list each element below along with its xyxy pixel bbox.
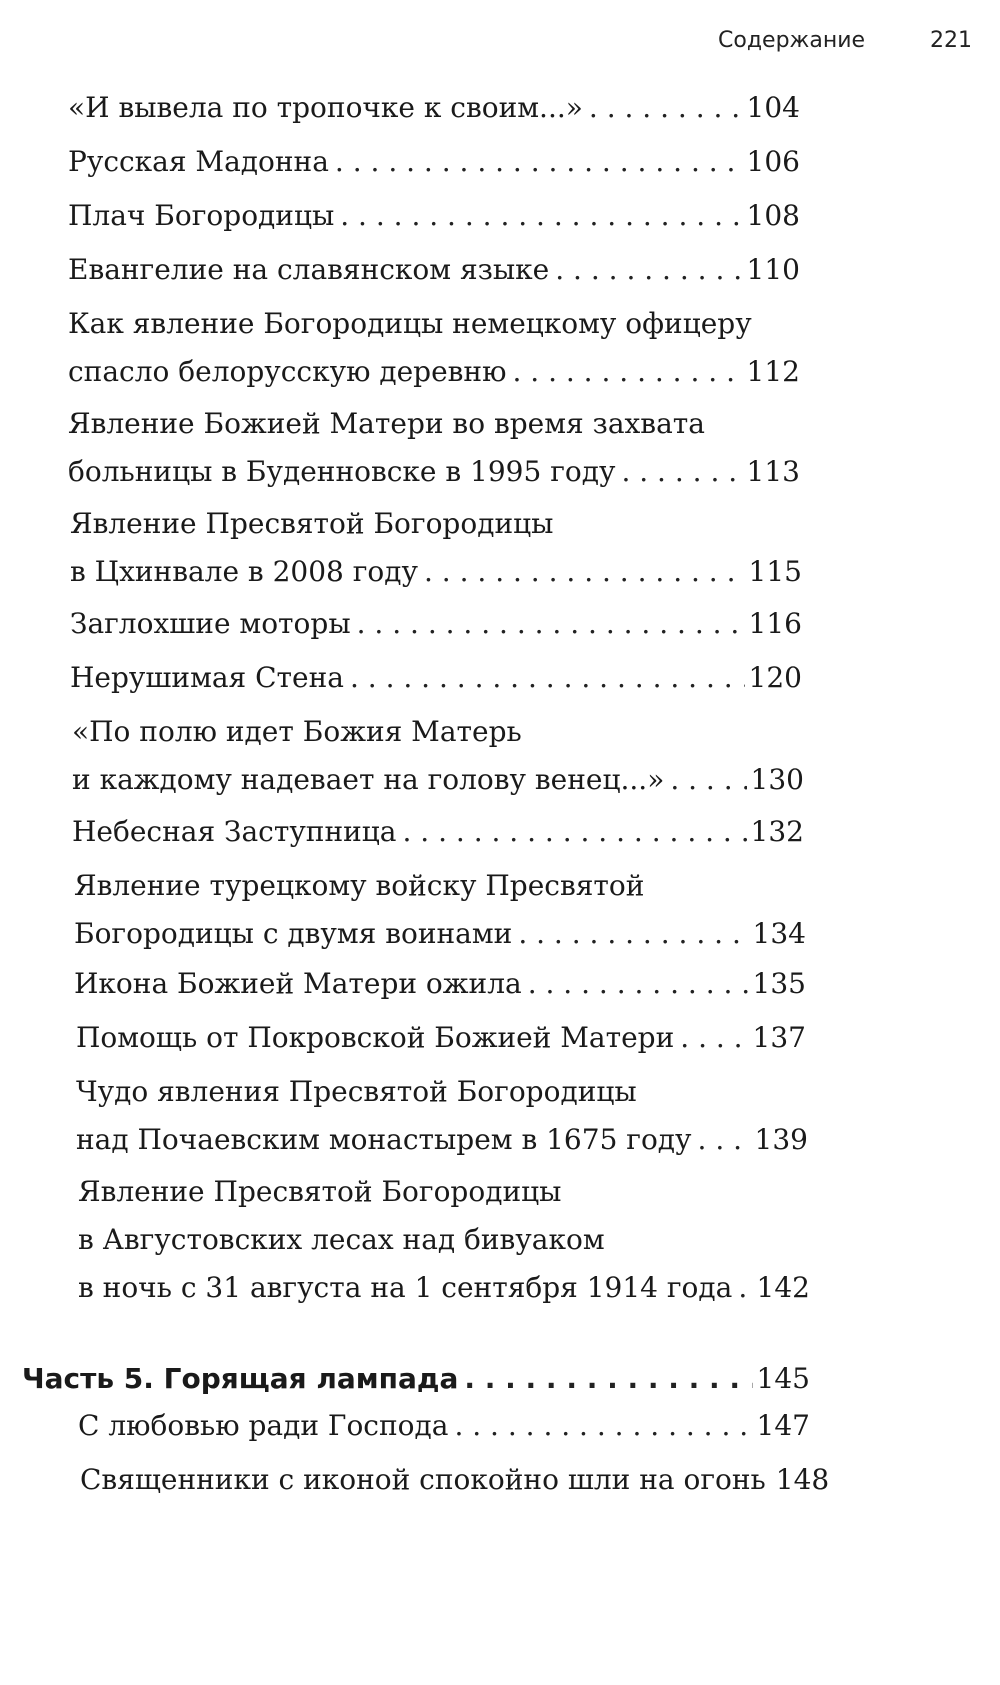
toc-entry-page-number: 116 (748, 607, 802, 640)
part-heading (22, 1355, 810, 1403)
toc-entry-title-line: Русская Мадонна (68, 145, 329, 178)
toc-entry-title-line: Нерушимая Стена (70, 661, 344, 694)
toc-entry-page-number: 130 (750, 763, 804, 796)
toc-entry (74, 862, 806, 958)
toc-entry-title-line: Явление турецкому войску Пресвятой (74, 869, 645, 902)
dot-leader (335, 138, 743, 186)
toc-entry-title-line: Помощь от Покровской Божией Матери (76, 1021, 675, 1054)
toc-entry-page-number: 120 (748, 661, 802, 694)
toc-entry (76, 1068, 808, 1164)
dot-leader (621, 448, 742, 496)
dot-leader (518, 910, 748, 958)
dot-leader (340, 192, 742, 240)
toc-entry-title-line: «И вывела по тропочке к своим...» (68, 91, 583, 124)
toc-entry-page-number: 135 (752, 967, 806, 1000)
dot-leader (698, 1116, 751, 1164)
dot-leader (454, 1402, 752, 1450)
toc-entry (70, 500, 802, 596)
toc-entry (68, 400, 800, 496)
toc-entry-page-number: 145 (756, 1362, 810, 1395)
toc-entry-title-line: Священники с иконой спокойно шли на огонь (80, 1463, 766, 1496)
running-head-page-number: 221 (930, 28, 972, 53)
toc-entry-page-number: 139 (754, 1123, 808, 1156)
toc-entry-title-line: Плач Богородицы (68, 199, 335, 232)
dot-leader (589, 84, 743, 132)
dot-leader (555, 246, 742, 294)
toc-entry (70, 600, 802, 648)
toc-entry-title-line: Икона Божией Матери ожила (74, 967, 522, 1000)
toc-entry (80, 1456, 830, 1504)
toc-entry-title-line: Евангелие на славянском языке (68, 253, 550, 286)
toc-entry-title-line: Небесная Заступница (72, 815, 397, 848)
toc-entry-page-number: 148 (775, 1463, 830, 1496)
toc-entry-title-line: Богородицы с двумя воинами (74, 917, 513, 950)
toc-entry-title-line: Чудо явления Пресвятой Богородицы (76, 1075, 637, 1108)
toc-entry-title-line: Явление Пресвятой Богородицы (78, 1175, 562, 1208)
toc-entry-page-number: 112 (746, 355, 800, 388)
dot-leader (350, 654, 745, 702)
toc-entry-title-line: Явление Пресвятой Богородицы (70, 507, 554, 540)
toc-entry (74, 960, 806, 1008)
toc-entry-title-line: Явление Божией Матери во время захвата (68, 407, 705, 440)
toc-entry (78, 1402, 810, 1450)
toc-entry (68, 192, 800, 240)
toc-entry-title-line: в Цхинвале в 2008 году (70, 555, 418, 588)
toc-entry-title-line: Как явление Богородицы немецкому офицеру (68, 307, 752, 340)
toc-entry (78, 1168, 810, 1312)
toc-entry (68, 300, 800, 396)
toc-entry-page-number: 142 (756, 1271, 810, 1304)
toc-entry-page-number: 132 (750, 815, 804, 848)
toc-entry-title-line: Часть 5. Горящая лампада (22, 1362, 459, 1395)
dot-leader (670, 756, 746, 804)
toc-entry (68, 138, 800, 186)
dot-leader (738, 1264, 752, 1312)
dot-leader (680, 1014, 748, 1062)
toc-entry-title-line: в ночь с 31 августа на 1 сентября 1914 года (78, 1271, 733, 1304)
toc-entry (70, 654, 802, 702)
toc-entry-page-number: 147 (756, 1409, 810, 1442)
toc-entry-title-line: спасло белорусскую деревню (68, 355, 507, 388)
toc-entry-title-line: С любовью ради Господа (78, 1409, 449, 1442)
dot-leader (464, 1355, 752, 1403)
toc-entry-title-line: Заглохшие моторы (70, 607, 351, 640)
toc-entry-page-number: 113 (746, 455, 800, 488)
toc-entry (68, 84, 800, 132)
toc-entry (68, 246, 800, 294)
toc-entry-page-number: 106 (746, 145, 800, 178)
dot-leader (403, 808, 747, 856)
dot-leader (424, 548, 745, 596)
toc-entry-page-number: 115 (748, 555, 802, 588)
toc-entry-page-number: 110 (746, 253, 800, 286)
toc-entry-title-line: над Почаевским монастырем в 1675 году (76, 1123, 692, 1156)
toc-entry-title-line: больницы в Буденновске в 1995 году (68, 455, 616, 488)
toc-entry-page-number: 134 (752, 917, 806, 950)
toc-entry-title-line: «По полю идет Божия Матерь (72, 715, 522, 748)
running-head-section: Содержание (718, 28, 866, 53)
toc-entry-title-line: в Августовских лесах над бивуаком (78, 1223, 605, 1256)
toc-entry (72, 808, 804, 856)
dot-leader (528, 960, 749, 1008)
toc-entry (72, 708, 804, 804)
toc-entry-page-number: 104 (746, 91, 800, 124)
dot-leader (357, 600, 745, 648)
toc-entry (76, 1014, 806, 1062)
toc-entry-title-line: и каждому надевает на голову венец...» (72, 763, 665, 796)
toc-entry-page-number: 137 (752, 1021, 806, 1054)
running-head (0, 28, 1000, 58)
dot-leader (512, 348, 742, 396)
toc-entry-page-number: 108 (746, 199, 800, 232)
